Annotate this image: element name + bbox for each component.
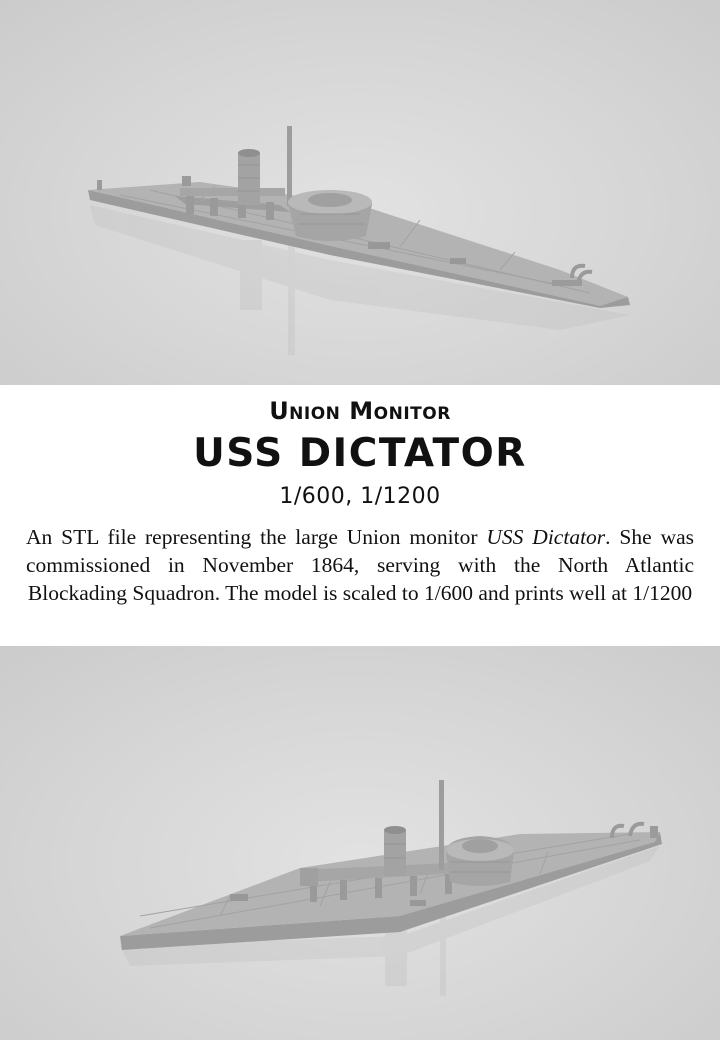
scale-text: 1/600, 1/1200 [279,484,441,509]
ship-model-bottom [0,646,720,1040]
description [26,523,694,607]
ship-render-bottom [0,646,720,1040]
page-title: USS DICTATOR [193,431,527,476]
ship-name: USS Dictator [486,525,606,549]
description-part2: . She was commissioned in November 1864, serving with the North Atlantic Blockading Squadron. The model is scaled to 1/600 and prints well at 1/1200 [26,525,695,605]
subtitle: Union Monitor [269,397,451,425]
ship-model-top [0,0,720,385]
caption-panel [0,385,720,646]
description-part1: An STL file representing the large Union monitor [26,525,487,549]
ship-render-top [0,0,720,385]
